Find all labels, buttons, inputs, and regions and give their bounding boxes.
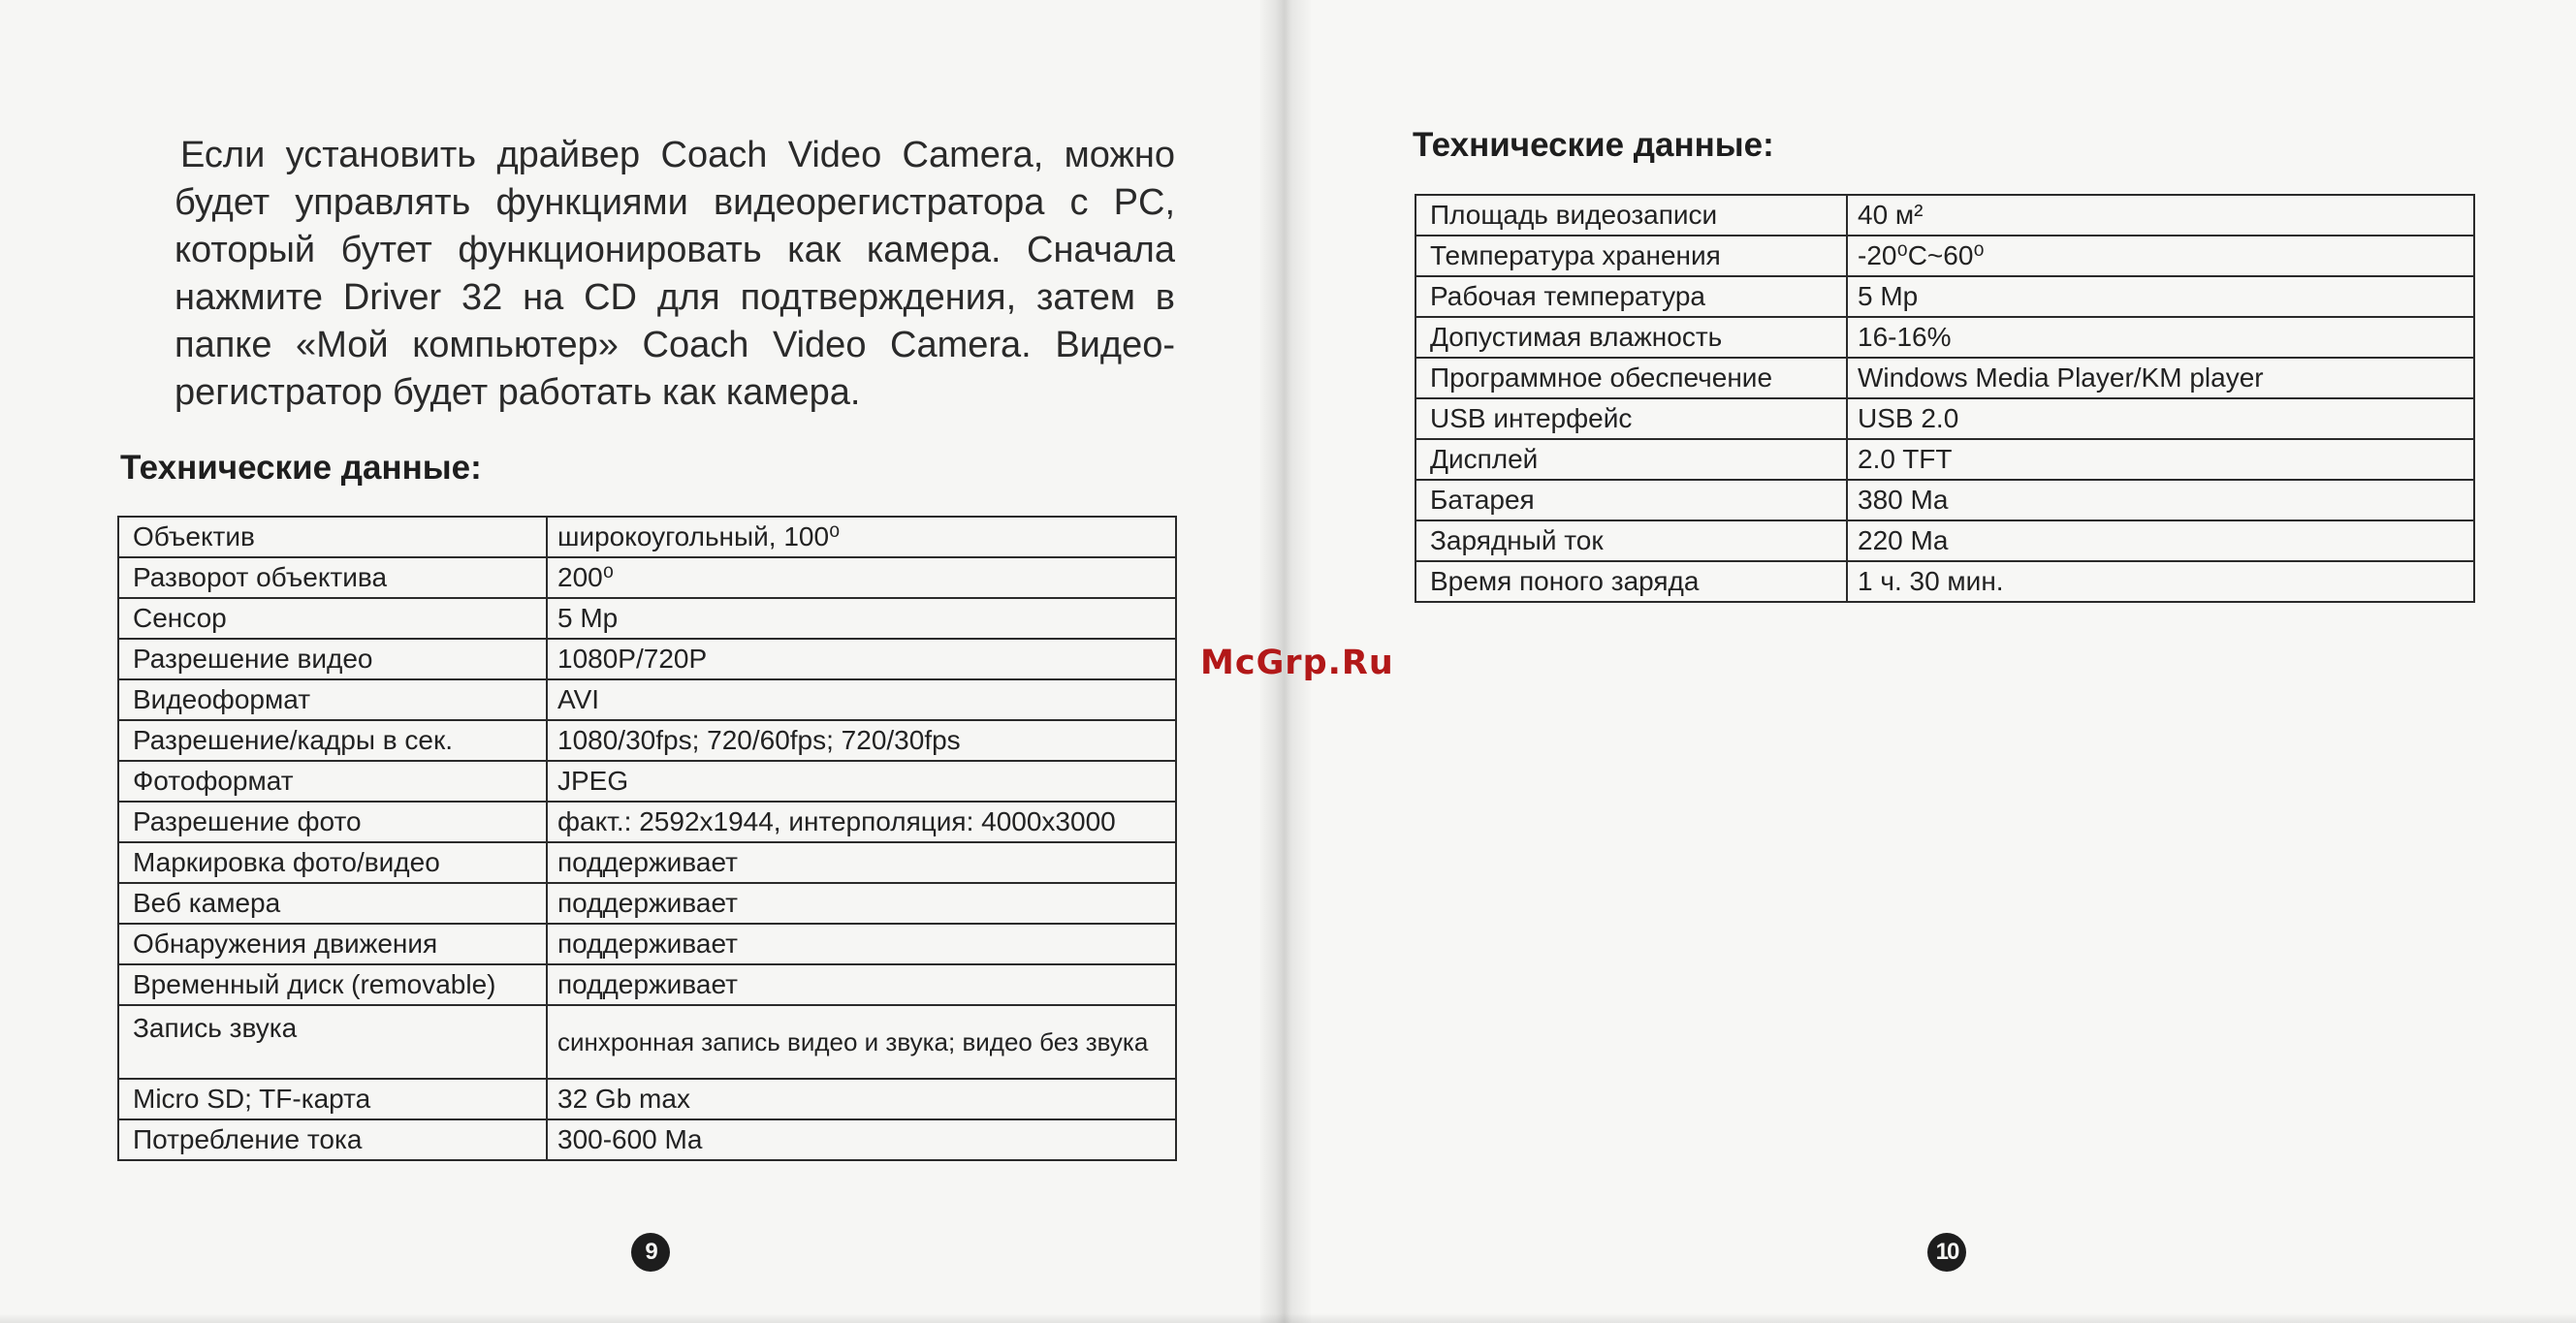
spec-key: Разворот объектива	[118, 557, 547, 598]
table-row	[118, 557, 1176, 598]
spec-value: JPEG	[547, 761, 1176, 802]
spec-value: 380 Ma	[1847, 480, 2474, 520]
table-row	[118, 883, 1176, 924]
spec-key: Рабочая температура	[1415, 276, 1847, 317]
spec-value: поддерживает	[547, 842, 1176, 883]
table-row	[118, 679, 1176, 720]
spec-value: AVI	[547, 679, 1176, 720]
spec-key: Временный диск (removable)	[118, 964, 547, 1005]
table-row	[118, 598, 1176, 639]
table-row	[118, 761, 1176, 802]
spec-value: Windows Media Player/KM player	[1847, 358, 2474, 398]
table-row	[1415, 439, 2474, 480]
table-row	[1415, 561, 2474, 602]
page-number: 9	[631, 1233, 670, 1272]
table-row	[118, 842, 1176, 883]
spec-value: 1 ч. 30 мин.	[1847, 561, 2474, 602]
watermark-text: McGrp.Ru	[1200, 644, 1394, 682]
spec-value: USB 2.0	[1847, 398, 2474, 439]
spec-value: 5 Mp	[1847, 276, 2474, 317]
spec-key: Время поного заряда	[1415, 561, 1847, 602]
spec-key: Фотоформат	[118, 761, 547, 802]
spec-key: Дисплей	[1415, 439, 1847, 480]
table-row	[1415, 195, 2474, 236]
table-row	[118, 1005, 1176, 1079]
left-spec-table	[117, 516, 1177, 1161]
table-row	[1415, 398, 2474, 439]
spec-key: Разрешение фото	[118, 802, 547, 842]
table-row	[118, 1119, 1176, 1160]
spec-key: Сенсор	[118, 598, 547, 639]
table-row	[118, 639, 1176, 679]
spec-value: поддерживает	[547, 883, 1176, 924]
spec-key: Видеоформат	[118, 679, 547, 720]
table-row	[118, 924, 1176, 964]
spec-value: факт.: 2592x1944, интерполяция: 4000x3000	[547, 802, 1176, 842]
spec-key: Маркировка фото/видео	[118, 842, 547, 883]
table-row	[1415, 236, 2474, 276]
spec-key: Площадь видеозаписи	[1415, 195, 1847, 236]
spec-key: Micro SD; TF-карта	[118, 1079, 547, 1119]
spec-value: 2.0 TFT	[1847, 439, 2474, 480]
spec-key: Батарея	[1415, 480, 1847, 520]
spec-key: Обнаружения движения	[118, 924, 547, 964]
right-section-title: Технические данные:	[1413, 126, 1774, 164]
spec-value: 220 Ma	[1847, 520, 2474, 561]
spec-key: Веб камера	[118, 883, 547, 924]
table-row	[1415, 480, 2474, 520]
spec-key: USB интерфейс	[1415, 398, 1847, 439]
spec-value: 16-16%	[1847, 317, 2474, 358]
spec-value: 1080P/720P	[547, 639, 1176, 679]
spec-key: Температура хранения	[1415, 236, 1847, 276]
spec-value: 5 Mp	[547, 598, 1176, 639]
table-row	[118, 1079, 1176, 1119]
table-row	[118, 802, 1176, 842]
spec-key: Допустимая влажность	[1415, 317, 1847, 358]
right-spec-table	[1415, 194, 2475, 603]
table-row	[1415, 276, 2474, 317]
spec-value: широкоугольный, 100⁰	[547, 517, 1176, 557]
spec-key: Зарядный ток	[1415, 520, 1847, 561]
spec-value: 200⁰	[547, 557, 1176, 598]
bottom-shadow	[0, 1313, 2576, 1323]
spec-key: Разрешение/кадры в сек.	[118, 720, 547, 761]
spec-value: 32 Gb max	[547, 1079, 1176, 1119]
spec-value: синхронная запись видео и звука; видео без звука	[547, 1005, 1176, 1079]
spec-key: Потребление тока	[118, 1119, 547, 1160]
spec-key: Разрешение видео	[118, 639, 547, 679]
spec-key: Программное обеспечение	[1415, 358, 1847, 398]
left-section-title: Технические данные:	[120, 449, 482, 487]
spec-key: Запись звука	[118, 1005, 547, 1079]
table-row	[1415, 520, 2474, 561]
page-number: 10	[1927, 1233, 1966, 1272]
table-row	[118, 964, 1176, 1005]
spec-value: поддерживает	[547, 924, 1176, 964]
table-row	[1415, 317, 2474, 358]
spec-value: 300-600 Ma	[547, 1119, 1176, 1160]
spec-value: 1080/30fps; 720/60fps; 720/30fps	[547, 720, 1176, 761]
table-row	[1415, 358, 2474, 398]
table-row	[118, 720, 1176, 761]
table-row	[118, 517, 1176, 557]
spec-value: -20⁰C~60⁰	[1847, 236, 2474, 276]
spec-value: поддерживает	[547, 964, 1176, 1005]
spec-key: Объектив	[118, 517, 547, 557]
intro-paragraph: Если установить драйвер Coach Video Camera, можно будет управлять функциями видеорегистратора с PC, который бутет функционировать как камера. Сначала нажмите Driver 32 на CD для подтверждения, затем в папке «Мой компьютер» Coach Video Camera. Видео-регистратор будет работать как камера.	[175, 135, 1175, 413]
spec-value: 40 м²	[1847, 195, 2474, 236]
